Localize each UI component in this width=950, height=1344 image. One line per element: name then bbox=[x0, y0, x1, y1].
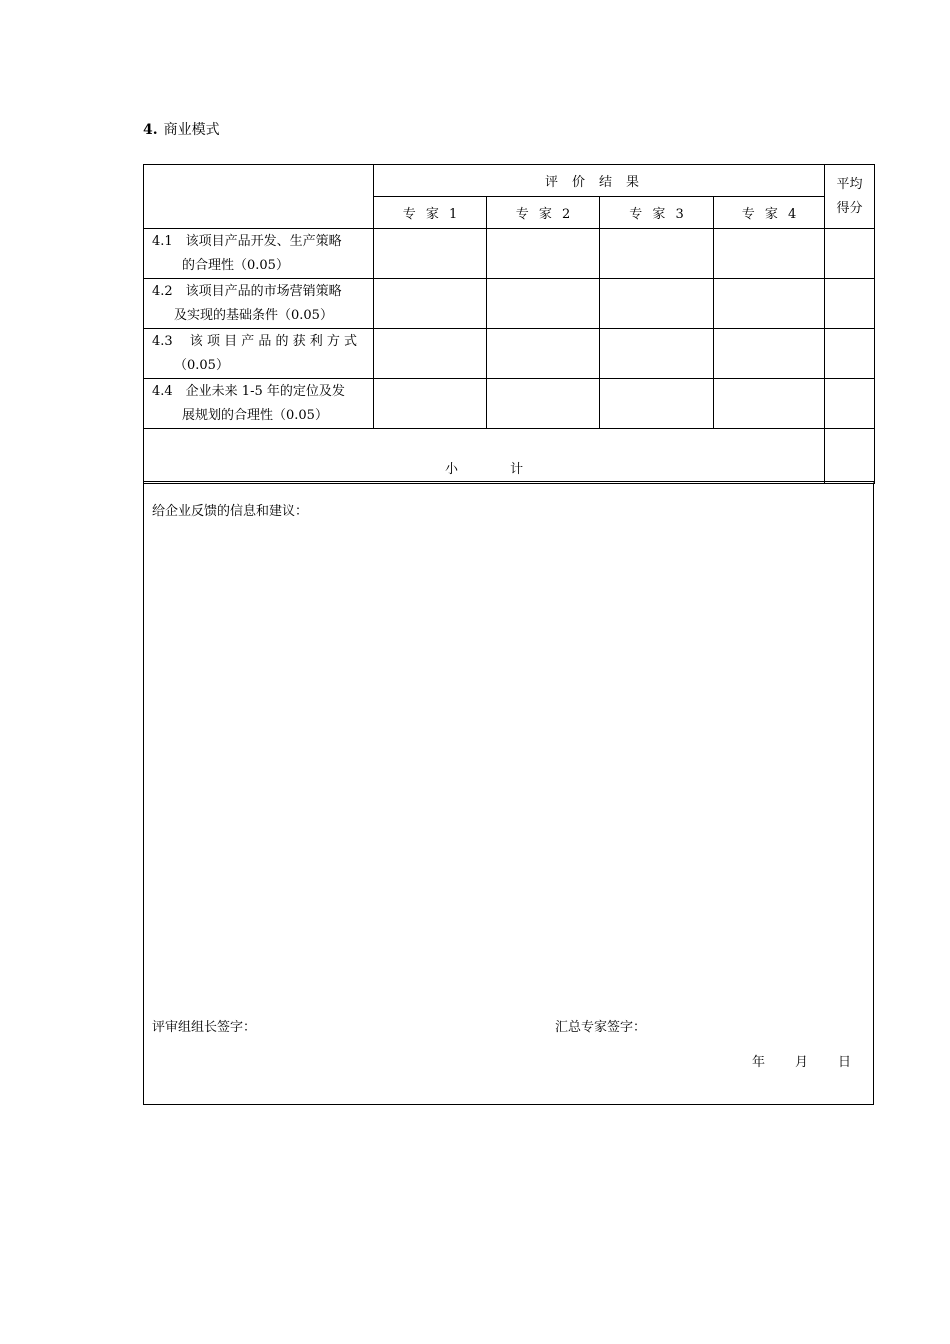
score-cell-average[interactable] bbox=[825, 329, 875, 379]
header-expert-3: 专 家 3 bbox=[600, 197, 714, 229]
score-cell-expert-4[interactable] bbox=[714, 329, 825, 379]
criterion-cell bbox=[144, 379, 374, 429]
feedback-label: 给企业反馈的信息和建议： bbox=[152, 504, 309, 519]
header-expert-4: 专 家 4 bbox=[714, 197, 825, 229]
header-eval-result: 评价结果 bbox=[374, 165, 825, 197]
evaluation-table bbox=[143, 164, 875, 484]
section-number: 4. bbox=[143, 122, 158, 138]
score-cell-expert-3[interactable] bbox=[600, 229, 714, 279]
score-cell-expert-4[interactable] bbox=[714, 379, 825, 429]
leader-signature-label: 评审组组长签字： bbox=[152, 1020, 257, 1035]
section-title bbox=[143, 119, 220, 139]
score-cell-expert-1[interactable] bbox=[374, 229, 487, 279]
criterion-line1: 4.2 该项目产品的市场营销策略 bbox=[152, 283, 342, 299]
table-row bbox=[144, 329, 875, 379]
score-cell-expert-4[interactable] bbox=[714, 279, 825, 329]
table-row bbox=[144, 229, 875, 279]
feedback-box[interactable] bbox=[143, 481, 874, 1105]
score-cell-average[interactable] bbox=[825, 279, 875, 329]
score-cell-expert-2[interactable] bbox=[487, 229, 600, 279]
header-blank-cell bbox=[144, 165, 374, 229]
score-cell-expert-4[interactable] bbox=[714, 229, 825, 279]
score-cell-expert-3[interactable] bbox=[600, 329, 714, 379]
score-cell-expert-3[interactable] bbox=[600, 379, 714, 429]
criterion-cell bbox=[144, 229, 374, 279]
date-month: 月 bbox=[794, 1055, 808, 1070]
header-expert-1: 专 家 1 bbox=[374, 197, 487, 229]
criterion-cell bbox=[144, 279, 374, 329]
criterion-line2: 展规划的合理性（0.05） bbox=[182, 407, 328, 423]
score-cell-expert-1[interactable] bbox=[374, 379, 487, 429]
score-cell-average[interactable] bbox=[825, 229, 875, 279]
score-cell-expert-2[interactable] bbox=[487, 329, 600, 379]
date-day: 日 bbox=[837, 1055, 851, 1070]
header-average-score bbox=[825, 165, 875, 229]
score-cell-expert-2[interactable] bbox=[487, 379, 600, 429]
subtotal-label: 小 计 bbox=[144, 429, 825, 484]
score-cell-average[interactable] bbox=[825, 379, 875, 429]
subtotal-row bbox=[144, 429, 875, 484]
criterion-cell bbox=[144, 329, 374, 379]
criterion-line2: 的合理性（0.05） bbox=[182, 257, 289, 273]
criterion-line2: （0.05） bbox=[174, 357, 229, 373]
date-line bbox=[722, 1051, 851, 1070]
score-cell-expert-1[interactable] bbox=[374, 279, 487, 329]
date-year: 年 bbox=[751, 1055, 765, 1070]
criterion-line1: 4.3 该 项 目 产 品 的 获 利 方 式 bbox=[152, 333, 357, 349]
table-row bbox=[144, 279, 875, 329]
expert-signature-label: 汇总专家签字： bbox=[555, 1020, 647, 1035]
criterion-line1: 4.4 企业未来 1-5 年的定位及发 bbox=[152, 383, 345, 399]
avg-label-line2: 得分 bbox=[836, 200, 863, 216]
score-cell-expert-1[interactable] bbox=[374, 329, 487, 379]
criterion-line1: 4.1 该项目产品开发、生产策略 bbox=[152, 233, 342, 249]
avg-label-line1: 平均 bbox=[836, 176, 863, 192]
table-row bbox=[144, 379, 875, 429]
subtotal-average-cell[interactable] bbox=[825, 429, 875, 484]
score-cell-expert-2[interactable] bbox=[487, 279, 600, 329]
criterion-line2: 及实现的基础条件（0.05） bbox=[174, 307, 333, 323]
score-cell-expert-3[interactable] bbox=[600, 279, 714, 329]
section-name: 商业模式 bbox=[163, 122, 220, 138]
header-expert-2: 专 家 2 bbox=[487, 197, 600, 229]
